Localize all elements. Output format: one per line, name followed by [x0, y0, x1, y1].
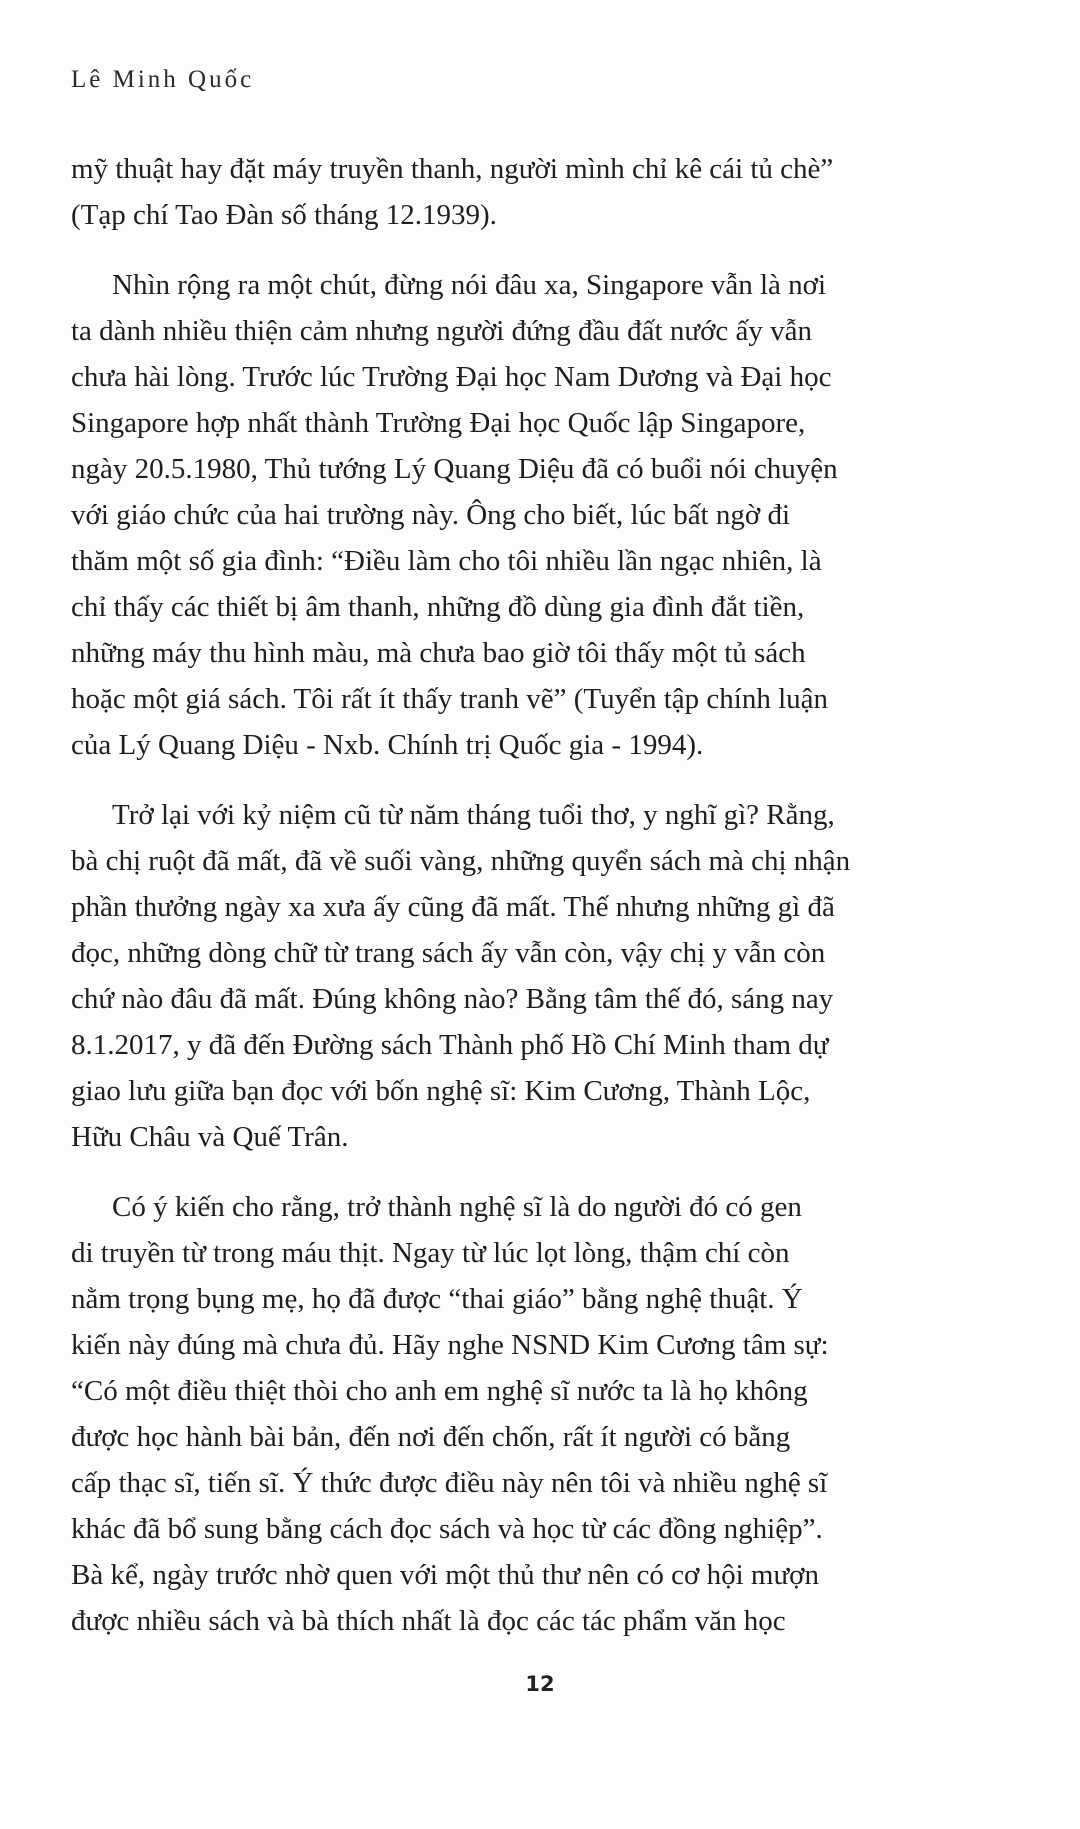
- text-line: di truyền từ trong máu thịt. Ngay từ lúc lọt lòng, thậm chí còn: [71, 1237, 790, 1269]
- text-line: Trở lại với kỷ niệm cũ từ năm tháng tuổi thơ, y nghĩ gì? Rằng,: [112, 799, 835, 831]
- body-text: [71, 146, 976, 1644]
- text-line: hoặc một giá sách. Tôi rất ít thấy tranh vẽ” (Tuyển tập chính luận: [71, 683, 829, 715]
- paragraph-3: [71, 792, 976, 1160]
- text-line: của Lý Quang Diệu - Nxb. Chính trị Quốc gia - 1994).: [71, 729, 704, 761]
- text-line: với giáo chức của hai trường này. Ông cho biết, lúc bất ngờ đi: [71, 499, 791, 531]
- text-line: mỹ thuật hay đặt máy truyền thanh, người mình chỉ kê cái tủ chè”: [71, 153, 834, 185]
- text-line: những máy thu hình màu, mà chưa bao giờ tôi thấy một tủ sách: [71, 637, 806, 669]
- text-line: đọc, những dòng chữ từ trang sách ấy vẫn còn, vậy chị y vẫn còn: [71, 937, 826, 969]
- text-line: ngày 20.5.1980, Thủ tướng Lý Quang Diệu đã có buổi nói chuyện: [71, 453, 838, 485]
- text-line: giao lưu giữa bạn đọc với bốn nghệ sĩ: Kim Cương, Thành Lộc,: [71, 1075, 811, 1107]
- text-line: Có ý kiến cho rằng, trở thành nghệ sĩ là do người đó có gen: [112, 1191, 802, 1223]
- text-line: thăm một số gia đình: “Điều làm cho tôi nhiều lần ngạc nhiên, là: [71, 545, 822, 577]
- text-line: Hữu Châu và Quế Trân.: [71, 1121, 349, 1153]
- text-line: bà chị ruột đã mất, đã về suối vàng, những quyển sách mà chị nhận: [71, 845, 851, 877]
- text-line: Nhìn rộng ra một chút, đừng nói đâu xa, Singapore vẫn là nơi: [112, 269, 827, 301]
- text-line: ta dành nhiều thiện cảm nhưng người đứng đầu đất nước ấy vẫn: [71, 315, 813, 347]
- text-line: chỉ thấy các thiết bị âm thanh, những đồ dùng gia đình đắt tiền,: [71, 591, 805, 623]
- text-line: khác đã bổ sung bằng cách đọc sách và học từ các đồng nghiệp”.: [71, 1513, 823, 1545]
- page-number: 12: [525, 1672, 555, 1696]
- text-line: được học hành bài bản, đến nơi đến chốn, rất ít người có bằng: [71, 1421, 791, 1453]
- text-line: cấp thạc sĩ, tiến sĩ. Ý thức được điều này nên tôi và nhiều nghệ sĩ: [71, 1467, 828, 1499]
- text-line: (Tạp chí Tao Đàn số tháng 12.1939).: [71, 199, 497, 231]
- text-line: phần thưởng ngày xa xưa ấy cũng đã mất. Thế nhưng những gì đã: [71, 891, 835, 923]
- text-line: Bà kể, ngày trước nhờ quen với một thủ thư nên có cơ hội mượn: [71, 1559, 820, 1591]
- text-line: nằm trọng bụng mẹ, họ đã được “thai giáo” bằng nghệ thuật. Ý: [71, 1283, 803, 1315]
- running-header-author: Lê Minh Quốc: [71, 66, 255, 93]
- text-line: Singapore hợp nhất thành Trường Đại học Quốc lập Singapore,: [71, 407, 806, 439]
- paragraph-1: [71, 146, 976, 238]
- text-line: chứ nào đâu đã mất. Đúng không nào? Bằng tâm thế đó, sáng nay: [71, 983, 834, 1015]
- paragraph-4: [71, 1184, 976, 1644]
- text-line: 8.1.2017, y đã đến Đường sách Thành phố Hồ Chí Minh tham dự: [71, 1029, 829, 1061]
- text-line: được nhiều sách và bà thích nhất là đọc các tác phẩm văn học: [71, 1605, 786, 1637]
- text-line: chưa hài lòng. Trước lúc Trường Đại học Nam Dương và Đại học: [71, 361, 832, 393]
- text-line: “Có một điều thiệt thòi cho anh em nghệ sĩ nước ta là họ không: [71, 1375, 808, 1407]
- text-line: kiến này đúng mà chưa đủ. Hãy nghe NSND Kim Cương tâm sự:: [71, 1329, 829, 1361]
- paragraph-2: [71, 262, 976, 768]
